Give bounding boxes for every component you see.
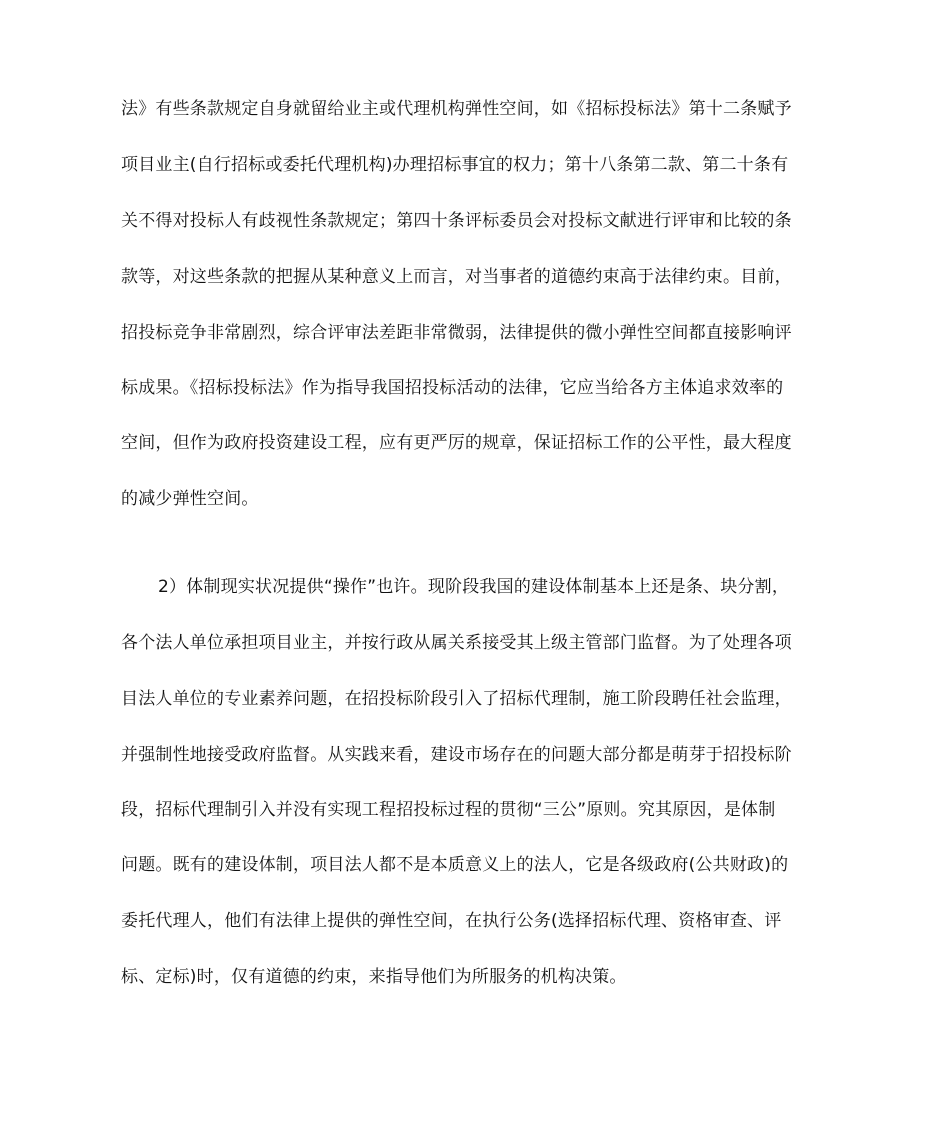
paragraph-1-line: 关不得对投标人有歧视性条款规定；第四十条评标委员会对投标文献进行评审和比较的条 [121,211,792,231]
paragraph-1-line: 招投标竞争非常剧烈，综合评审法差距非常微弱，法律提供的微小弹性空间都直接影响评 [121,323,792,343]
paragraph-2-line: 段，招标代理制引入并没有实现工程招投标过程的贯彻“三公”原则。究其原因，是体制 [121,800,776,820]
paragraph-2-line: 并强制性地接受政府监督。从实践来看，建设市场存在的问题大部分都是萌芽于招投标阶 [121,745,792,765]
paragraph-2-line: 各个法人单位承担项目业主，并按行政从属关系接受其上级主管部门监督。为了处理各项 [121,633,792,653]
paragraph-1-line: 空间，但作为政府投资建设工程，应有更严厉的规章，保证招标工作的公平性，最大程度 [121,433,792,453]
paragraph-1-line: 的减少弹性空间。 [121,489,259,509]
paragraph-1-line: 法》有些条款规定自身就留给业主或代理机构弹性空间，如《招标投标法》第十二条赋予 [121,99,792,119]
paragraph-2-line: 2）体制现实状况提供“操作”也许。现阶段我国的建设体制基本上还是条、块分割， [158,577,790,597]
paragraph-1-line: 款等，对这些条款的把握从某种意义上而言，对当事者的道德约束高于法律约束。目前， [121,267,792,287]
paragraph-1-line: 项目业主(自行招标或委托代理机构)办理招标事宜的权力；第十八条第二款、第二十条有 [121,155,789,175]
paragraph-1-line: 标成果。《招标投标法》作为指导我国招投标活动的法律，它应当给各方主体追求效率的 [121,378,784,398]
paragraph-2-line: 标、定标)时，仅有道德的约束，来指导他们为所服务的机构决策。 [121,967,627,987]
paragraph-2-line: 问题。既有的建设体制，项目法人都不是本质意义上的法人，它是各级政府(公共财政)的 [121,855,789,875]
paragraph-2-line: 委托代理人，他们有法律上提供的弹性空间，在执行公务(选择招标代理、资格审查、评 [121,911,782,931]
paragraph-2-line: 目法人单位的专业素养问题，在招投标阶段引入了招标代理制，施工阶段聘任社会监理， [121,689,792,709]
